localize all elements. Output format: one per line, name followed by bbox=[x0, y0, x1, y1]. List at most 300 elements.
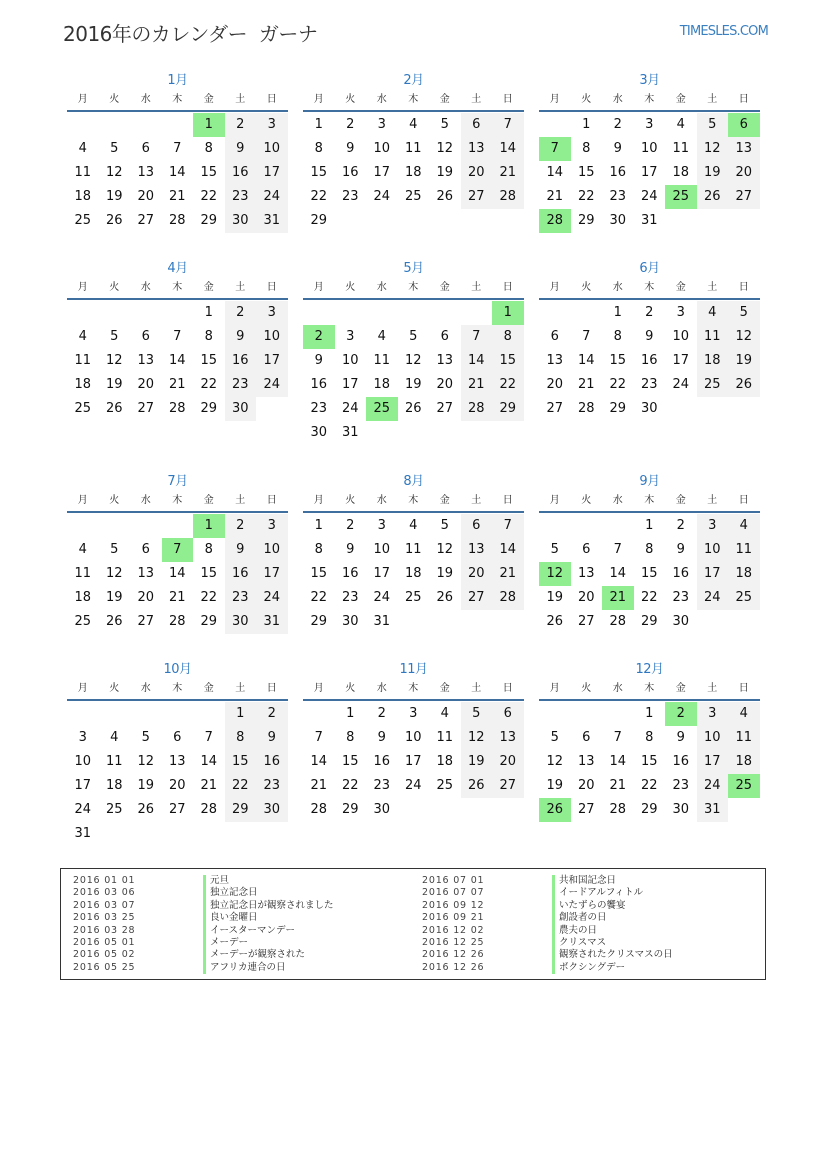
day-cell: 25 bbox=[105, 802, 123, 817]
day-cell: 14 bbox=[609, 754, 627, 769]
day-cell: 28 bbox=[310, 802, 328, 817]
weekday-label: 月 bbox=[549, 94, 560, 105]
day-cell: 7 bbox=[492, 514, 524, 538]
empty-cell bbox=[162, 113, 194, 137]
day-cell: 25 bbox=[436, 778, 454, 793]
day-cell: 25 bbox=[74, 614, 92, 629]
weekday-label: 日 bbox=[266, 282, 277, 293]
empty-cell bbox=[539, 514, 571, 538]
day-cell: 17 bbox=[341, 377, 359, 392]
day-cell: 23 bbox=[341, 189, 359, 204]
day-cell: 15 bbox=[609, 353, 627, 368]
holiday-day-cell: 6 bbox=[728, 113, 760, 137]
day-cell: 24 bbox=[373, 189, 391, 204]
weekday-header bbox=[67, 279, 288, 300]
day-cell: 27 bbox=[137, 401, 155, 416]
weekday-label: 日 bbox=[738, 683, 749, 694]
day-cell: 29 bbox=[225, 798, 257, 822]
day-cell: 16 bbox=[672, 754, 690, 769]
day-cell: 3 bbox=[78, 730, 87, 745]
day-cell: 6 bbox=[141, 329, 150, 344]
holiday-row bbox=[73, 912, 334, 924]
day-cell: 7 bbox=[461, 325, 493, 349]
empty-cell bbox=[130, 514, 162, 538]
day-cell: 18 bbox=[373, 377, 391, 392]
day-cell: 31 bbox=[697, 798, 729, 822]
day-cell: 23 bbox=[256, 774, 288, 798]
day-cell: 8 bbox=[314, 542, 323, 557]
day-cell: 15 bbox=[640, 566, 658, 581]
day-cell: 3 bbox=[676, 305, 685, 320]
weekday-label: 日 bbox=[738, 282, 749, 293]
day-cell: 12 bbox=[404, 353, 422, 368]
day-cell: 7 bbox=[314, 730, 323, 745]
day-cell: 11 bbox=[672, 141, 690, 156]
day-cell: 8 bbox=[492, 325, 524, 349]
weekday-label: 火 bbox=[109, 683, 120, 694]
holiday-day-cell: 7 bbox=[539, 137, 571, 161]
day-cell: 23 bbox=[341, 590, 359, 605]
day-cell: 21 bbox=[310, 778, 328, 793]
day-cell: 17 bbox=[373, 165, 391, 180]
day-cell: 28 bbox=[609, 802, 627, 817]
day-cell: 11 bbox=[74, 165, 92, 180]
weekday-label: 月 bbox=[77, 282, 88, 293]
day-cell: 10 bbox=[404, 730, 422, 745]
weekday-label: 水 bbox=[612, 683, 623, 694]
day-cell: 13 bbox=[546, 353, 564, 368]
day-cell: 3 bbox=[409, 706, 418, 721]
empty-cell bbox=[366, 301, 398, 325]
weekday-label: 日 bbox=[738, 495, 749, 506]
day-cell: 16 bbox=[341, 165, 359, 180]
day-cell: 8 bbox=[204, 329, 213, 344]
weekday-label: 木 bbox=[172, 94, 183, 105]
day-cell: 24 bbox=[672, 377, 690, 392]
day-cell: 5 bbox=[461, 702, 493, 726]
weekday-label: 日 bbox=[266, 94, 277, 105]
day-cell: 17 bbox=[256, 161, 288, 185]
day-cell: 9 bbox=[377, 730, 386, 745]
day-cell: 12 bbox=[105, 566, 123, 581]
empty-cell bbox=[67, 702, 99, 726]
day-cell: 26 bbox=[436, 590, 454, 605]
site-logo[interactable]: TIMESLES.COM bbox=[679, 24, 768, 39]
day-cell: 8 bbox=[204, 141, 213, 156]
weekday-label: 水 bbox=[612, 94, 623, 105]
day-cell: 6 bbox=[550, 329, 559, 344]
holiday-name: 創設者の日 bbox=[552, 912, 607, 924]
day-cell: 13 bbox=[436, 353, 454, 368]
day-cell: 5 bbox=[550, 730, 559, 745]
day-cell: 18 bbox=[404, 566, 422, 581]
day-cell: 13 bbox=[168, 754, 186, 769]
day-cell: 21 bbox=[609, 778, 627, 793]
day-cell: 19 bbox=[137, 778, 155, 793]
day-cell: 21 bbox=[168, 377, 186, 392]
weekday-label: 土 bbox=[707, 94, 718, 105]
day-cell: 26 bbox=[105, 213, 123, 228]
day-cell: 18 bbox=[436, 754, 454, 769]
day-cell: 31 bbox=[373, 614, 391, 629]
weekday-label: 月 bbox=[313, 683, 324, 694]
day-cell: 29 bbox=[640, 802, 658, 817]
day-cell: 6 bbox=[461, 514, 493, 538]
day-cell: 14 bbox=[492, 137, 524, 161]
holiday-date: 2016 12 26 bbox=[422, 961, 485, 973]
day-cell: 21 bbox=[492, 161, 524, 185]
holiday-row bbox=[73, 887, 334, 899]
weekday-header bbox=[539, 91, 760, 112]
weekday-label: 火 bbox=[581, 282, 592, 293]
day-cell: 31 bbox=[256, 209, 288, 233]
day-cell: 31 bbox=[640, 213, 658, 228]
weekday-label: 木 bbox=[408, 94, 419, 105]
day-cell: 20 bbox=[546, 377, 564, 392]
weekday-label: 月 bbox=[549, 282, 560, 293]
day-cell: 4 bbox=[78, 542, 87, 557]
day-cell: 6 bbox=[173, 730, 182, 745]
day-cell: 6 bbox=[440, 329, 449, 344]
day-cell: 14 bbox=[609, 566, 627, 581]
day-cell: 19 bbox=[697, 161, 729, 185]
day-cell: 24 bbox=[404, 778, 422, 793]
day-cell: 22 bbox=[609, 377, 627, 392]
day-cell: 31 bbox=[341, 425, 359, 440]
holiday-day-cell: 2 bbox=[303, 325, 335, 349]
day-cell: 1 bbox=[204, 305, 213, 320]
day-cell: 30 bbox=[225, 610, 257, 634]
empty-cell bbox=[99, 113, 131, 137]
day-cell: 29 bbox=[341, 802, 359, 817]
day-cell: 6 bbox=[461, 113, 493, 137]
day-cell: 26 bbox=[105, 614, 123, 629]
day-cell: 23 bbox=[672, 778, 690, 793]
weekday-label: 日 bbox=[502, 495, 513, 506]
day-cell: 21 bbox=[546, 189, 564, 204]
holiday-date: 2016 12 25 bbox=[422, 936, 485, 948]
day-cell: 11 bbox=[697, 325, 729, 349]
day-cell: 27 bbox=[137, 213, 155, 228]
weekday-header bbox=[303, 279, 524, 300]
weekday-label: 木 bbox=[644, 683, 655, 694]
day-cell: 1 bbox=[645, 706, 654, 721]
day-cell: 16 bbox=[310, 377, 328, 392]
holiday-date: 2016 03 28 bbox=[73, 924, 136, 936]
day-cell: 6 bbox=[492, 702, 524, 726]
holiday-date: 2016 09 12 bbox=[422, 899, 485, 911]
day-cell: 16 bbox=[256, 750, 288, 774]
month-title: 11月 bbox=[399, 662, 428, 677]
holiday-row bbox=[422, 912, 673, 924]
weekday-label: 月 bbox=[313, 94, 324, 105]
day-cell: 11 bbox=[105, 754, 123, 769]
weekday-label: 日 bbox=[266, 683, 277, 694]
holiday-row bbox=[422, 900, 673, 912]
day-cell: 4 bbox=[440, 706, 449, 721]
weekday-label: 土 bbox=[471, 282, 482, 293]
weekday-label: 水 bbox=[140, 282, 151, 293]
weekday-label: 金 bbox=[675, 683, 686, 694]
day-cell: 27 bbox=[436, 401, 454, 416]
day-cell: 13 bbox=[492, 726, 524, 750]
day-cell: 5 bbox=[728, 301, 760, 325]
weekday-label: 土 bbox=[707, 495, 718, 506]
weekday-label: 木 bbox=[644, 282, 655, 293]
day-cell: 1 bbox=[613, 305, 622, 320]
day-cell: 11 bbox=[728, 726, 760, 750]
day-cell: 22 bbox=[341, 778, 359, 793]
day-cell: 2 bbox=[346, 518, 355, 533]
day-cell: 2 bbox=[377, 706, 386, 721]
day-cell: 9 bbox=[346, 141, 355, 156]
holiday-name: ボクシングデー bbox=[552, 962, 625, 974]
day-cell: 20 bbox=[728, 161, 760, 185]
day-cell: 28 bbox=[461, 397, 493, 421]
day-cell: 10 bbox=[74, 754, 92, 769]
day-cell: 16 bbox=[341, 566, 359, 581]
empty-cell bbox=[162, 301, 194, 325]
day-cell: 16 bbox=[640, 353, 658, 368]
day-cell: 25 bbox=[74, 213, 92, 228]
day-cell: 19 bbox=[105, 590, 123, 605]
weekday-label: 木 bbox=[408, 683, 419, 694]
day-cell: 17 bbox=[672, 353, 690, 368]
day-cell: 9 bbox=[676, 542, 685, 557]
weekday-label: 金 bbox=[203, 683, 214, 694]
holiday-row bbox=[73, 900, 334, 912]
weekday-header bbox=[67, 492, 288, 513]
day-cell: 28 bbox=[168, 401, 186, 416]
day-cell: 25 bbox=[74, 401, 92, 416]
holiday-day-cell: 21 bbox=[602, 586, 634, 610]
weekday-label: 月 bbox=[549, 683, 560, 694]
holiday-name: アフリカ連合の日 bbox=[203, 962, 286, 974]
month-calendar bbox=[303, 261, 524, 445]
day-cell: 20 bbox=[137, 590, 155, 605]
day-cell: 20 bbox=[436, 377, 454, 392]
day-cell: 25 bbox=[404, 189, 422, 204]
day-cell: 17 bbox=[640, 165, 658, 180]
weekday-label: 月 bbox=[77, 683, 88, 694]
month-title: 10月 bbox=[163, 662, 192, 677]
day-cell: 18 bbox=[697, 349, 729, 373]
day-cell: 14 bbox=[168, 353, 186, 368]
day-cell: 4 bbox=[697, 301, 729, 325]
day-cell: 25 bbox=[728, 586, 760, 610]
day-cell: 12 bbox=[137, 754, 155, 769]
holiday-day-cell: 1 bbox=[492, 301, 524, 325]
day-cell: 11 bbox=[74, 353, 92, 368]
day-cell: 28 bbox=[577, 401, 595, 416]
day-cell: 26 bbox=[105, 401, 123, 416]
day-cell: 3 bbox=[256, 113, 288, 137]
weekday-label: 木 bbox=[172, 683, 183, 694]
day-cell: 2 bbox=[225, 113, 257, 137]
holiday-date: 2016 07 01 bbox=[422, 875, 485, 886]
holiday-name: 共和国記念日 bbox=[552, 875, 616, 887]
day-cell: 1 bbox=[314, 117, 323, 132]
day-cell: 20 bbox=[168, 778, 186, 793]
day-cell: 22 bbox=[200, 590, 218, 605]
month-title: 8月 bbox=[403, 474, 424, 489]
day-cell: 10 bbox=[373, 141, 391, 156]
month-calendar bbox=[67, 474, 288, 634]
holiday-name: 独立記念日が観察されました bbox=[203, 900, 334, 912]
day-cell: 15 bbox=[492, 349, 524, 373]
day-cell: 27 bbox=[577, 614, 595, 629]
day-cell: 2 bbox=[346, 117, 355, 132]
day-cell: 10 bbox=[256, 137, 288, 161]
holiday-date: 2016 03 25 bbox=[73, 912, 136, 924]
weekday-label: 土 bbox=[235, 495, 246, 506]
day-cell: 10 bbox=[373, 542, 391, 557]
month-title: 2月 bbox=[403, 73, 424, 88]
day-cell: 15 bbox=[225, 750, 257, 774]
holiday-date: 2016 05 25 bbox=[73, 961, 136, 973]
empty-cell bbox=[67, 301, 99, 325]
day-cell: 16 bbox=[373, 754, 391, 769]
holiday-date: 2016 05 01 bbox=[73, 936, 136, 948]
day-cell: 8 bbox=[346, 730, 355, 745]
holiday-day-cell: 25 bbox=[728, 774, 760, 798]
day-cell: 18 bbox=[74, 377, 92, 392]
weekday-label: 水 bbox=[140, 495, 151, 506]
month-title: 6月 bbox=[639, 261, 660, 276]
day-cell: 18 bbox=[728, 562, 760, 586]
day-cell: 30 bbox=[609, 213, 627, 228]
day-cell: 5 bbox=[440, 117, 449, 132]
month-title: 4月 bbox=[167, 261, 188, 276]
holiday-day-cell: 25 bbox=[366, 397, 398, 421]
empty-cell bbox=[602, 514, 634, 538]
day-cell: 15 bbox=[640, 754, 658, 769]
day-cell: 14 bbox=[461, 349, 493, 373]
holiday-row bbox=[422, 949, 673, 961]
day-cell: 15 bbox=[200, 566, 218, 581]
day-cell: 15 bbox=[200, 165, 218, 180]
day-cell: 22 bbox=[310, 590, 328, 605]
day-cell: 29 bbox=[200, 614, 218, 629]
day-cell: 7 bbox=[173, 141, 182, 156]
weekday-label: 火 bbox=[345, 683, 356, 694]
day-cell: 2 bbox=[225, 514, 257, 538]
day-cell: 23 bbox=[373, 778, 391, 793]
day-cell: 12 bbox=[105, 353, 123, 368]
day-cell: 19 bbox=[728, 349, 760, 373]
weekday-label: 日 bbox=[502, 683, 513, 694]
day-cell: 13 bbox=[577, 754, 595, 769]
weekday-label: 日 bbox=[266, 495, 277, 506]
holiday-row bbox=[422, 887, 673, 899]
day-cell: 24 bbox=[74, 802, 92, 817]
day-cell: 19 bbox=[546, 590, 564, 605]
day-cell: 30 bbox=[225, 397, 257, 421]
holiday-day-cell: 25 bbox=[665, 185, 697, 209]
empty-cell bbox=[67, 514, 99, 538]
weekday-label: 土 bbox=[471, 683, 482, 694]
day-cell: 28 bbox=[200, 802, 218, 817]
holiday-day-cell: 7 bbox=[162, 538, 194, 562]
day-cell: 3 bbox=[256, 301, 288, 325]
weekday-label: 金 bbox=[675, 282, 686, 293]
month-calendar bbox=[67, 73, 288, 233]
day-cell: 15 bbox=[310, 165, 328, 180]
day-cell: 10 bbox=[256, 538, 288, 562]
weekday-label: 火 bbox=[109, 94, 120, 105]
day-cell: 6 bbox=[141, 141, 150, 156]
day-cell: 9 bbox=[256, 726, 288, 750]
day-cell: 10 bbox=[697, 538, 729, 562]
day-cell: 27 bbox=[492, 774, 524, 798]
day-cell: 25 bbox=[697, 373, 729, 397]
day-cell: 10 bbox=[697, 726, 729, 750]
empty-cell bbox=[303, 702, 335, 726]
holiday-date: 2016 07 07 bbox=[422, 887, 485, 899]
day-cell: 10 bbox=[341, 353, 359, 368]
day-cell: 29 bbox=[640, 614, 658, 629]
weekday-label: 金 bbox=[203, 282, 214, 293]
weekday-header bbox=[539, 680, 760, 701]
day-cell: 25 bbox=[404, 590, 422, 605]
day-cell: 5 bbox=[550, 542, 559, 557]
day-cell: 24 bbox=[256, 185, 288, 209]
holiday-row bbox=[73, 937, 334, 949]
day-cell: 7 bbox=[582, 329, 591, 344]
weekday-header bbox=[67, 91, 288, 112]
month-title: 3月 bbox=[639, 73, 660, 88]
day-cell: 29 bbox=[200, 213, 218, 228]
day-cell: 20 bbox=[492, 750, 524, 774]
empty-cell bbox=[99, 702, 131, 726]
day-cell: 18 bbox=[728, 750, 760, 774]
day-cell: 6 bbox=[582, 542, 591, 557]
day-cell: 2 bbox=[645, 305, 654, 320]
day-cell: 4 bbox=[409, 518, 418, 533]
holiday-day-cell: 26 bbox=[539, 798, 571, 822]
day-cell: 4 bbox=[409, 117, 418, 132]
day-cell: 17 bbox=[74, 778, 92, 793]
day-cell: 10 bbox=[256, 325, 288, 349]
day-cell: 21 bbox=[168, 189, 186, 204]
day-cell: 10 bbox=[640, 141, 658, 156]
day-cell: 20 bbox=[461, 161, 493, 185]
weekday-label: 水 bbox=[140, 683, 151, 694]
day-cell: 13 bbox=[461, 538, 493, 562]
day-cell: 15 bbox=[200, 353, 218, 368]
day-cell: 7 bbox=[492, 113, 524, 137]
weekday-label: 日 bbox=[502, 282, 513, 293]
day-cell: 22 bbox=[310, 189, 328, 204]
day-cell: 11 bbox=[404, 141, 422, 156]
weekday-label: 火 bbox=[581, 683, 592, 694]
weekday-header bbox=[539, 492, 760, 513]
holiday-date: 2016 12 02 bbox=[422, 924, 485, 936]
day-cell: 8 bbox=[613, 329, 622, 344]
day-cell: 30 bbox=[373, 802, 391, 817]
day-cell: 23 bbox=[672, 590, 690, 605]
day-cell: 12 bbox=[728, 325, 760, 349]
empty-cell bbox=[193, 702, 225, 726]
day-cell: 23 bbox=[609, 189, 627, 204]
day-cell: 5 bbox=[409, 329, 418, 344]
day-cell: 27 bbox=[137, 614, 155, 629]
day-cell: 3 bbox=[697, 514, 729, 538]
holiday-row bbox=[73, 875, 334, 887]
day-cell: 20 bbox=[137, 189, 155, 204]
weekday-label: 火 bbox=[345, 94, 356, 105]
holiday-row bbox=[73, 925, 334, 937]
